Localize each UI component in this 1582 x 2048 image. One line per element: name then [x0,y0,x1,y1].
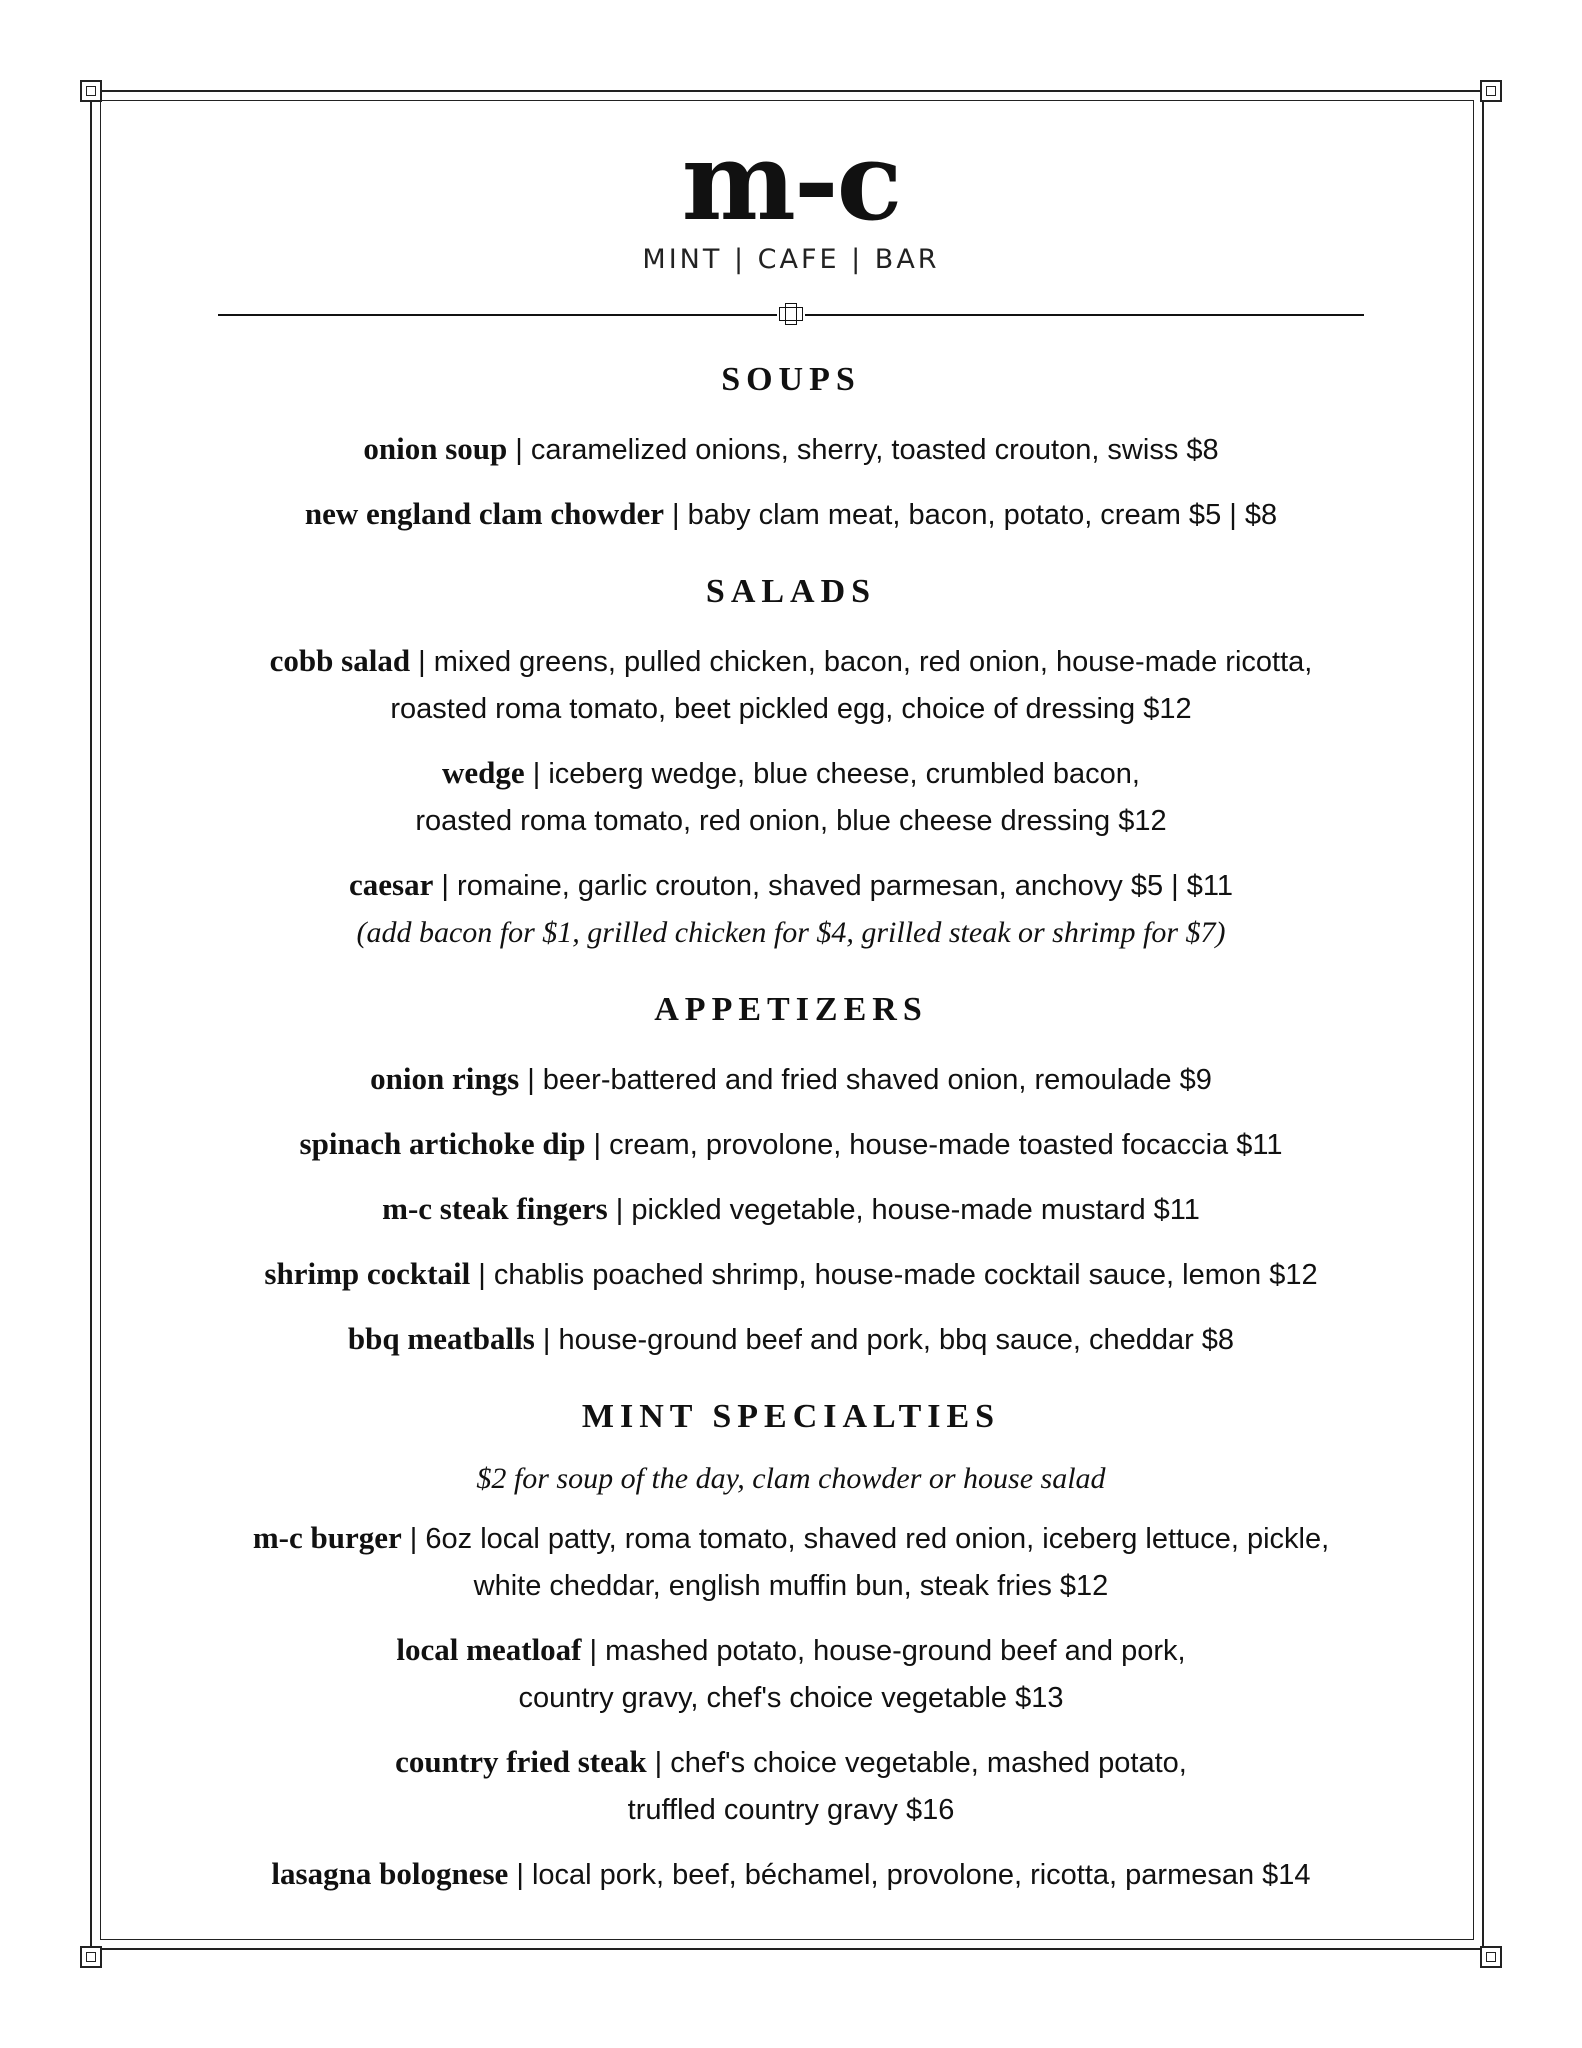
item-description: mixed greens, pulled chicken, bacon, red onion, house-made ricotta, [433,646,1313,678]
menu-item [120,1315,1462,1364]
item-name: onion rings [370,1061,520,1096]
item-description-continued: truffled country gravy $16 [627,1794,955,1826]
item-name: local meatloaf [396,1632,582,1667]
menu-item [120,637,1462,733]
item-separator: | [519,1064,543,1096]
item-description: mashed potato, house-ground beef and pork, [605,1635,1186,1667]
section-title: APPETIZERS [654,991,928,1028]
corner-ornament-top-left [80,80,102,102]
menu-item [120,749,1462,845]
item-separator: | [646,1747,671,1779]
item-description: house-ground beef and pork, bbq sauce, cheddar $8 [558,1324,1235,1356]
item-description: romaine, garlic crouton, shaved parmesan, anchovy $5 | $11 [457,870,1233,902]
item-description-continued: country gravy, chef's choice vegetable $13 [518,1682,1064,1714]
item-description: chef's choice vegetable, mashed potato, [670,1747,1187,1779]
menu-item [120,425,1462,474]
item-name: country fried steak [395,1744,647,1779]
menu-section-mint-specialties [120,1398,1462,1899]
item-description-continued: roasted roma tomato, beet pickled egg, choice of dressing $12 [390,693,1192,725]
item-description: caramelized onions, sherry, toasted crouton, swiss $8 [530,434,1219,466]
item-separator: | [507,434,531,466]
item-description-continued: white cheddar, english muffin bun, steak fries $12 [473,1570,1109,1602]
item-separator: | [534,1324,559,1356]
item-name: wedge [442,755,525,790]
item-name: onion soup [363,431,508,466]
menu-item [120,490,1462,539]
item-separator: | [433,870,458,902]
tagline: MINT | CAFE | BAR [642,244,940,275]
item-name: m-c steak fingers [382,1191,608,1226]
item-description: chablis poached shrimp, house-made cocktail sauce, lemon $12 [493,1259,1318,1291]
section-title: SOUPS [721,361,861,398]
header-divider [218,301,1364,327]
item-description: pickled vegetable, house-made mustard $11 [631,1194,1200,1226]
corner-ornament-bottom-right [1480,1946,1502,1968]
item-addon-note: (add bacon for $1, grilled chicken for $4, grilled steak or shrimp for $7) [356,916,1226,949]
menu-section-salads [120,573,1462,957]
item-name: lasagna bolognese [271,1856,509,1891]
item-description: 6oz local patty, roma tomato, shaved red onion, iceberg lettuce, pickle, [425,1523,1330,1555]
divider-ornament-icon [777,303,805,325]
section-title: MINT SPECIALTIES [581,1398,1001,1435]
menu-item [120,1738,1462,1834]
corner-ornament-top-right [1480,80,1502,102]
menu-sections [120,361,1462,1899]
section-note: $2 for soup of the day, clam chowder or house salad [476,1462,1106,1495]
menu-content [120,120,1462,1915]
item-name: caesar [349,867,434,902]
section-title: SALADS [705,573,877,610]
item-separator: | [663,499,688,531]
menu-item [120,1055,1462,1104]
item-description: cream, provolone, house-made toasted focaccia $11 [609,1129,1283,1161]
item-name: new england clam chowder [304,496,664,531]
item-description-continued: roasted roma tomato, red onion, blue cheese dressing $12 [415,805,1167,837]
menu-section-soups [120,361,1462,539]
menu-item [120,1250,1462,1299]
logo: m-c [681,119,901,245]
item-name: cobb salad [269,643,411,678]
corner-ornament-bottom-left [80,1946,102,1968]
item-separator: | [585,1129,610,1161]
item-separator: | [410,646,434,678]
item-description: local pork, beef, béchamel, provolone, ricotta, parmesan $14 [531,1859,1311,1891]
item-name: spinach artichoke dip [299,1126,586,1161]
item-name: bbq meatballs [347,1321,535,1356]
item-description: baby clam meat, bacon, potato, cream $5 | $8 [687,499,1278,531]
item-separator: | [581,1635,606,1667]
item-separator: | [524,758,549,790]
menu-item [120,1120,1462,1169]
item-separator: | [401,1523,426,1555]
item-separator: | [470,1259,494,1291]
item-separator: | [508,1859,532,1891]
item-separator: | [607,1194,632,1226]
item-description: iceberg wedge, blue cheese, crumbled bacon, [548,758,1140,790]
menu-item [120,861,1462,957]
item-description: beer-battered and fried shaved onion, remoulade $9 [542,1064,1212,1096]
menu-item [120,1850,1462,1899]
menu-item [120,1514,1462,1610]
menu-item [120,1185,1462,1234]
menu-section-appetizers [120,991,1462,1364]
item-name: shrimp cocktail [264,1256,471,1291]
menu-item [120,1626,1462,1722]
item-name: m-c burger [252,1520,402,1555]
